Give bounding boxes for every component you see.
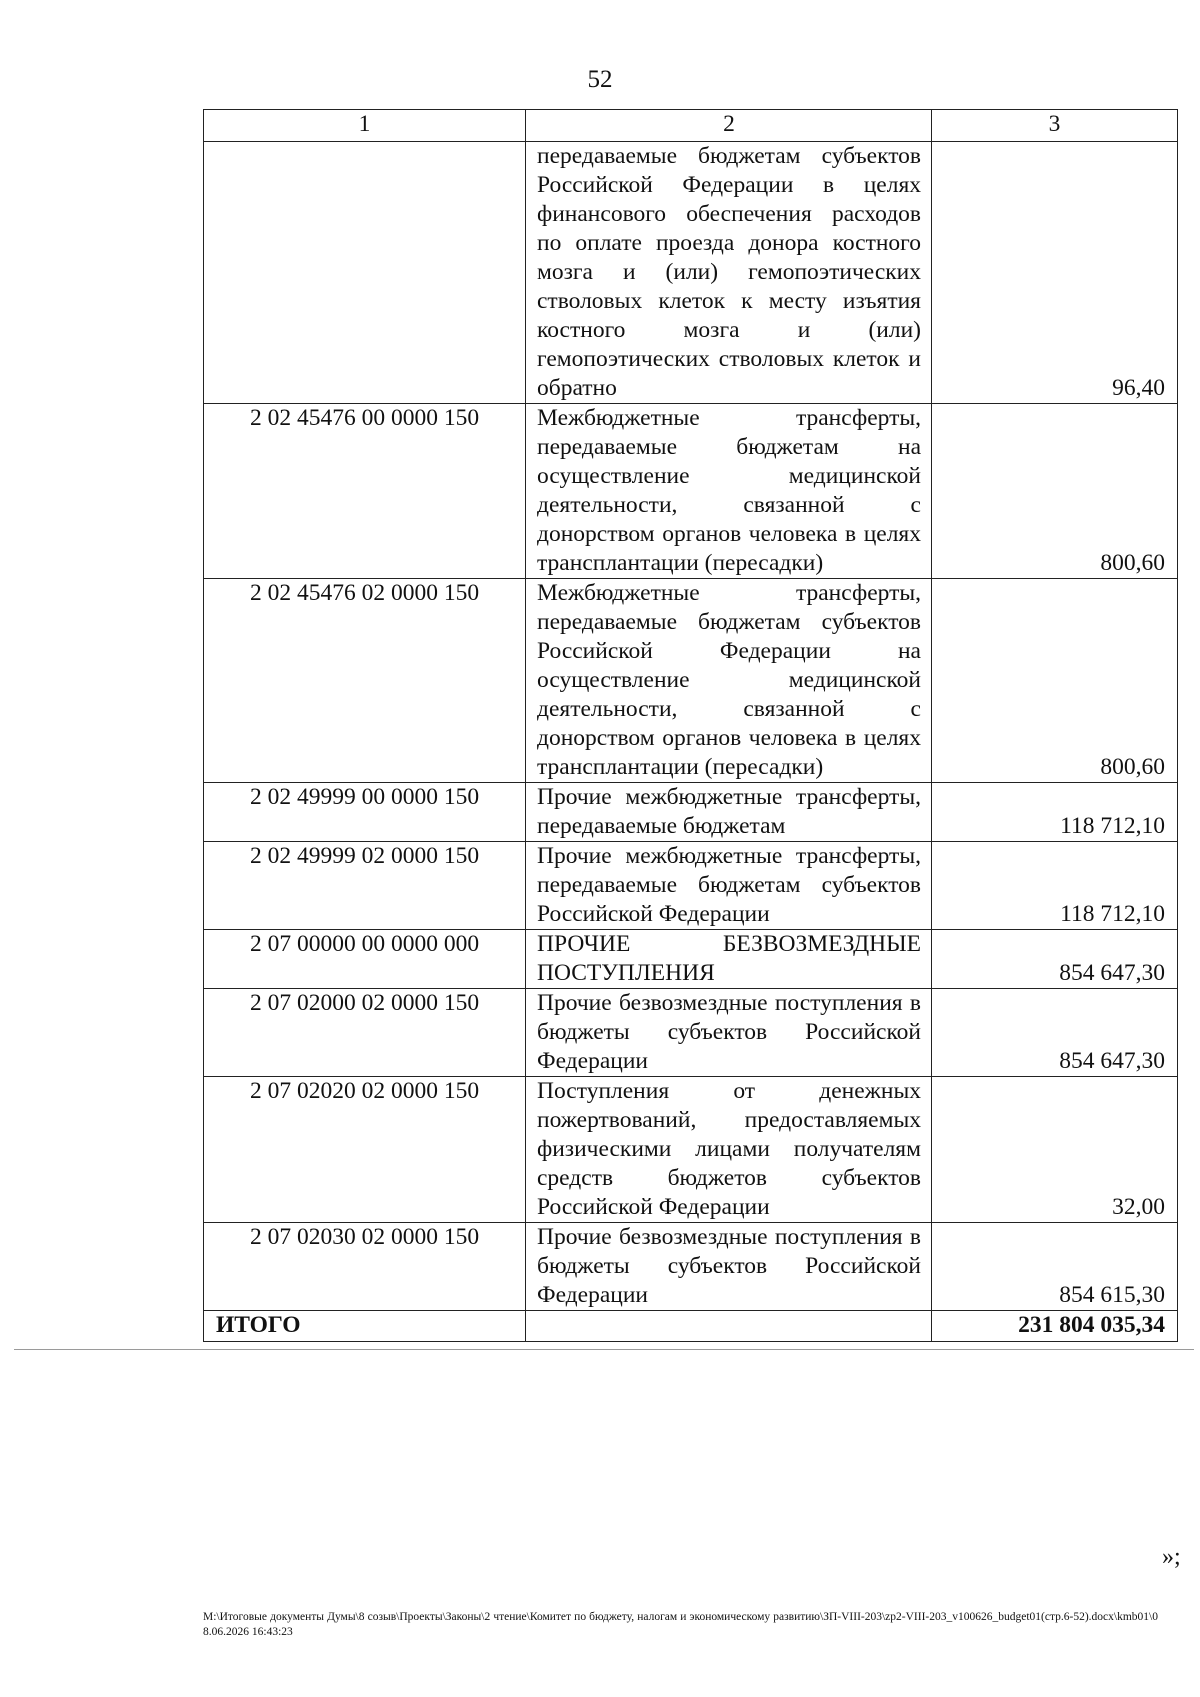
row-code: 2 07 02020 02 0000 150 [204,1077,526,1223]
scan-divider-line [14,1349,1194,1350]
row-amount: 96,40 [932,142,1178,404]
row-description: передаваемые бюджетам субъектов Российской Федерации в целях финансового обеспечения расходов по оплате проезда донора костного мозга и (или) гемопоэтических стволовых клеток к месту изъятия костного мозга и (или) гемопоэтических стволовых клеток и обратно [526,142,932,404]
row-code: 2 02 49999 02 0000 150 [204,842,526,930]
table-header-row [204,110,1178,142]
row-description: Межбюджетные трансферты, передаваемые бюджетам субъектов Российской Федерации на осуществление медицинской деятельности, связанной с донорством органов человека в целях трансплантации (пересадки) [526,579,932,783]
total-row [204,1311,1178,1342]
row-amount: 32,00 [932,1077,1178,1223]
table-row [204,142,1178,404]
table-row [204,1077,1178,1223]
row-code: 2 02 45476 02 0000 150 [204,579,526,783]
row-code: 2 07 02030 02 0000 150 [204,1223,526,1311]
table-row [204,783,1178,842]
column-header-1: 1 [204,110,526,142]
row-amount: 118 712,10 [932,783,1178,842]
column-header-2: 2 [526,110,932,142]
budget-table [203,109,1178,1342]
table-row [204,579,1178,783]
row-amount: 854 647,30 [932,989,1178,1077]
page-number: 52 [587,66,613,93]
footer-file-path: M:\Итоговые документы Думы\8 созыв\Проекты\Законы\2 чтение\Комитет по бюджету, налогам и экономическому развитию\ЗП-VIII-203\zp2-VIII-203_v100626_budget01(стр.6-52).docx\kmb01\08.06.2026 16:43:23 [203,1611,1158,1638]
row-amount: 854 647,30 [932,930,1178,989]
total-description [526,1311,932,1342]
row-description: Прочие межбюджетные трансферты, передаваемые бюджетам субъектов Российской Федерации [526,842,932,930]
row-description: Межбюджетные трансферты, передаваемые бюджетам на осуществление медицинской деятельности, связанной с донорством органов человека в целях трансплантации (пересадки) [526,404,932,579]
total-label: ИТОГО [204,1311,526,1342]
table-row [204,404,1178,579]
row-code: 2 07 02000 02 0000 150 [204,989,526,1077]
row-description: Прочие безвозмездные поступления в бюджеты субъектов Российской Федерации [526,989,932,1077]
row-code: 2 02 45476 00 0000 150 [204,404,526,579]
table-row [204,930,1178,989]
row-amount: 800,60 [932,579,1178,783]
table-row [204,842,1178,930]
row-amount: 800,60 [932,404,1178,579]
row-code: 2 02 49999 00 0000 150 [204,783,526,842]
column-header-3: 3 [932,110,1178,142]
total-amount: 231 804 035,34 [932,1311,1178,1342]
row-description: Прочие межбюджетные трансферты, передаваемые бюджетам [526,783,932,842]
row-description: ПРОЧИЕ БЕЗВОЗМЕЗДНЫЕ ПОСТУПЛЕНИЯ [526,930,932,989]
row-description: Поступления от денежных пожертвований, предоставляемых физическими лицами получателям средств бюджетов субъектов Российской Федерации [526,1077,932,1223]
row-code: 2 07 00000 00 0000 000 [204,930,526,989]
row-code [204,142,526,404]
row-amount: 854 615,30 [932,1223,1178,1311]
table-row [204,1223,1178,1311]
table-row [204,989,1178,1077]
closing-quote-mark: »; [1162,1544,1181,1570]
row-amount: 118 712,10 [932,842,1178,930]
row-description: Прочие безвозмездные поступления в бюджеты субъектов Российской Федерации [526,1223,932,1311]
